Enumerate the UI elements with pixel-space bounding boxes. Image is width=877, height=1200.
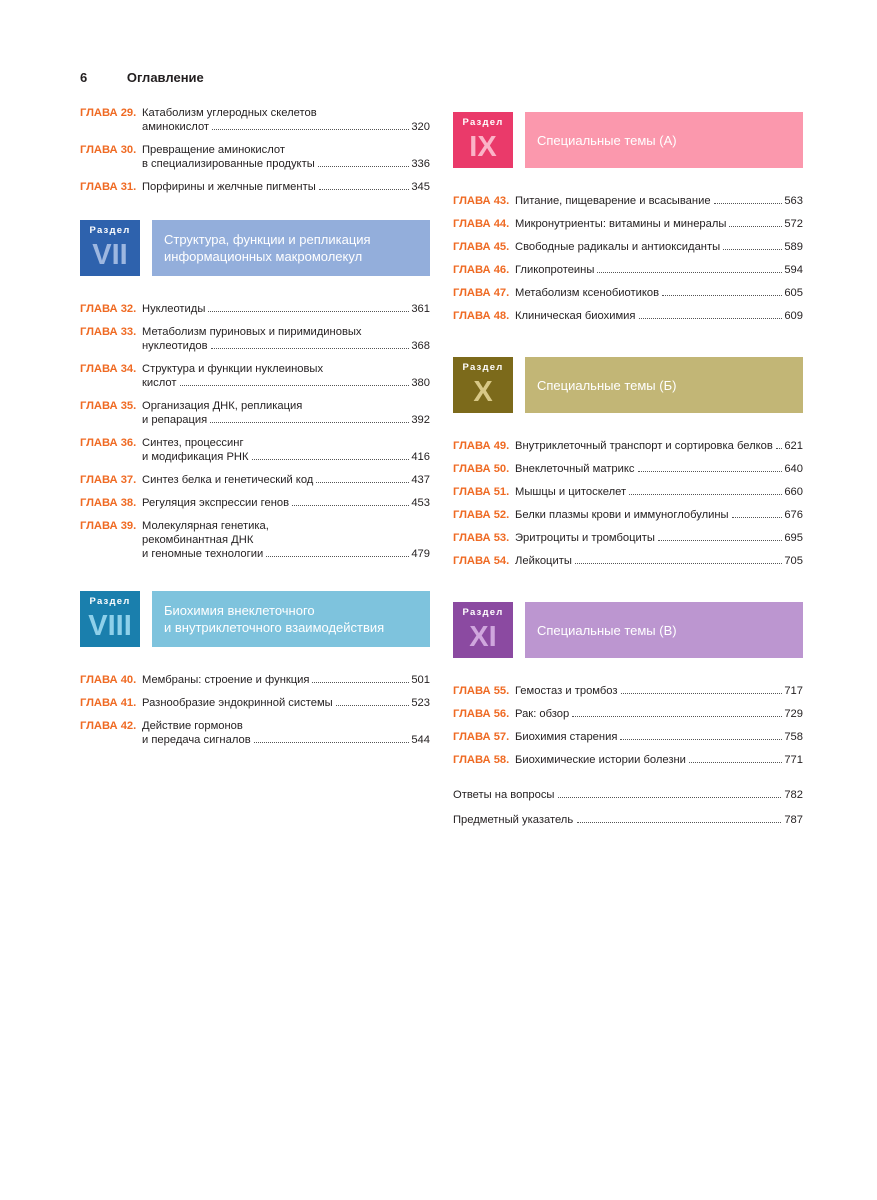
toc-entry: [80, 362, 430, 390]
entry-last-line: [142, 450, 430, 464]
toc-answers-entry: [453, 788, 803, 802]
entry-page: 621: [784, 440, 803, 452]
toc-entry: [453, 309, 803, 323]
dot-leader: [577, 822, 781, 823]
dot-leader: [318, 166, 410, 167]
entry-page: 416: [411, 451, 430, 463]
entry-title-line: и модификация РНК: [142, 451, 249, 463]
entry-last-line: [142, 696, 430, 710]
section-ix-header: [453, 112, 803, 168]
entry-title-line: Разнообразие эндокринной системы: [142, 697, 333, 709]
chapter-number: ГЛАВА 33.: [80, 326, 137, 338]
toc-entry: [80, 436, 430, 464]
dot-leader: [689, 762, 782, 763]
entry-page: 392: [411, 414, 430, 426]
toc-entry: [80, 180, 430, 194]
entry-title-line: Метаболизм ксенобиотиков: [515, 287, 660, 299]
dot-leader: [572, 716, 782, 717]
entry-title-line: Рак: обзор: [515, 708, 570, 720]
dot-leader: [312, 682, 409, 683]
entry-page: 676: [784, 509, 803, 521]
chapter-number: ГЛАВА 43.: [453, 195, 510, 207]
section-xi-header: [453, 602, 803, 658]
entry-page: 717: [784, 685, 803, 697]
entry-page: 594: [784, 264, 803, 276]
entry-last-line: [142, 673, 430, 687]
toc-entry: [453, 485, 803, 499]
page-number: 6: [80, 70, 88, 85]
section-viii-header: [80, 591, 430, 647]
chapter-number: ГЛАВА 58.: [453, 754, 510, 766]
toc-entry: [453, 286, 803, 300]
entry-last-line: [142, 496, 430, 510]
dot-leader: [266, 556, 409, 557]
chapter-number: ГЛАВА 57.: [453, 731, 510, 743]
section-x-header: [453, 357, 803, 413]
dot-leader: [316, 482, 409, 483]
entry-title-line: Питание, пищеварение и всасывание: [515, 195, 711, 207]
toc-entry: [453, 194, 803, 208]
toc-entry: [453, 753, 803, 767]
dot-leader: [558, 797, 781, 798]
entry-title-line: Мембраны: строение и функция: [142, 674, 310, 686]
chapter-number: ГЛАВА 46.: [453, 264, 510, 276]
entry-title-line: Биохимия старения: [515, 731, 618, 743]
toc-entry: [80, 399, 430, 427]
entry-title-line: Лейкоциты: [515, 555, 572, 567]
section-number: VIII: [88, 610, 132, 642]
entry-last-line: [142, 180, 430, 194]
chapter-number: ГЛАВА 35.: [80, 400, 137, 412]
page-title: Оглавление: [126, 70, 204, 85]
entry-page: 501: [411, 674, 430, 686]
dot-leader: [210, 422, 409, 423]
dot-leader: [597, 272, 782, 273]
entry-title: Ответы на вопросы: [453, 789, 555, 801]
entry-last-line: [142, 302, 430, 316]
entry-page: 705: [784, 555, 803, 567]
chapter-number: ГЛАВА 41.: [80, 697, 137, 709]
entry-last-line: [142, 120, 430, 134]
entry-title-line: Регуляция экспрессии генов: [142, 497, 290, 509]
entry-title-line: кислот: [142, 377, 177, 389]
chapter-number: ГЛАВА 40.: [80, 674, 137, 686]
entry-page: 787: [784, 814, 803, 826]
entry-title-line: аминокислот: [142, 121, 210, 133]
entry-title-line: и передача сигналов: [142, 734, 251, 746]
toc-entry: [80, 302, 430, 316]
toc-entry: [453, 554, 803, 568]
chapter-number: ГЛАВА 31.: [80, 181, 137, 193]
dot-leader: [776, 448, 783, 449]
section-title: информационных макромолекул: [164, 249, 363, 264]
entry-last-line: [515, 531, 803, 545]
entry-last-line: [515, 753, 803, 767]
entry-title-line: Микронутриенты: витамины и минералы: [515, 218, 727, 230]
chapter-number: ГЛАВА 45.: [453, 241, 510, 253]
dot-leader: [212, 129, 409, 130]
dot-leader: [662, 295, 782, 296]
dot-leader: [575, 563, 782, 564]
entry-title-line: нуклеотидов: [142, 340, 208, 352]
toc-entry: [80, 519, 430, 561]
chapter-number: ГЛАВА 48.: [453, 310, 510, 322]
chapter-number: ГЛАВА 29.: [80, 107, 137, 119]
entry-page: 572: [784, 218, 803, 230]
section-number: XI: [469, 621, 497, 653]
dot-leader: [639, 318, 783, 319]
entry-title-line: Порфирины и желчные пигменты: [142, 181, 316, 193]
chapter-number: ГЛАВА 54.: [453, 555, 510, 567]
toc-entry: [80, 696, 430, 710]
entry-title: Предметный указатель: [453, 814, 574, 826]
section-label: Раздел: [89, 225, 131, 236]
toc-entry: [453, 240, 803, 254]
entry-title-line: Метаболизм пуриновых и пиримидиновых: [142, 326, 362, 338]
entry-title-line: Белки плазмы крови и иммуноглобулины: [515, 509, 729, 521]
section-title: Специальные темы (В): [537, 622, 677, 638]
toc-entry: [80, 473, 430, 487]
dot-leader: [638, 471, 783, 472]
dot-leader: [620, 739, 782, 740]
chapter-list: [453, 439, 803, 568]
entry-page: 361: [411, 303, 430, 315]
entry-page: 729: [784, 708, 803, 720]
dot-leader: [211, 348, 410, 349]
entry-last-line: [142, 339, 430, 353]
entry-last-line: [515, 194, 803, 208]
toc-entry: [453, 707, 803, 721]
dot-leader: [319, 189, 410, 190]
section-number: VII: [92, 239, 128, 271]
entry-title-line: Организация ДНК, репликация: [142, 400, 303, 412]
right-column: [453, 106, 803, 838]
chapter-number: ГЛАВА 47.: [453, 287, 510, 299]
entry-page: 479: [411, 548, 430, 560]
section-vii-header: [80, 220, 430, 276]
toc-entry: [453, 439, 803, 453]
entry-title-line: Структура и функции нуклеиновых: [142, 363, 324, 375]
chapter-number: ГЛАВА 55.: [453, 685, 510, 697]
entry-page: 771: [784, 754, 803, 766]
chapter-number: ГЛАВА 39.: [80, 520, 137, 532]
section-badge: [453, 112, 513, 168]
chapter-list: [453, 684, 803, 767]
toc-entry: [80, 673, 430, 687]
entry-page: 640: [784, 463, 803, 475]
chapter-number: ГЛАВА 51.: [453, 486, 510, 498]
section-title: и внутриклеточного взаимодействия: [164, 620, 385, 635]
entry-last-line: [142, 733, 430, 747]
entry-title-line: Молекулярная генетика,: [142, 520, 269, 532]
toc-entry: [453, 263, 803, 277]
chapter-number: ГЛАВА 56.: [453, 708, 510, 720]
entry-page: 380: [411, 377, 430, 389]
dot-leader: [254, 742, 410, 743]
section-title-band: [525, 357, 803, 413]
entry-page: 782: [784, 789, 803, 801]
entry-title-line: Действие гормонов: [142, 720, 243, 732]
entry-last-line: [142, 473, 430, 487]
dot-leader: [292, 505, 409, 506]
chapter-number: ГЛАВА 42.: [80, 720, 137, 732]
entry-title-line: рекомбинантная ДНК: [142, 534, 254, 546]
entry-last-line: [142, 157, 430, 171]
section-title-band: [152, 220, 430, 276]
chapter-number: ГЛАВА 53.: [453, 532, 510, 544]
entry-last-line: [515, 554, 803, 568]
entry-page: 589: [784, 241, 803, 253]
entry-page: 437: [411, 474, 430, 486]
section-title: Специальные темы (Б): [537, 377, 677, 393]
section-title-band: [152, 591, 430, 647]
entry-page: 453: [411, 497, 430, 509]
entry-page: 605: [784, 287, 803, 299]
dot-leader: [629, 494, 782, 495]
left-column: [80, 106, 430, 756]
entry-last-line: [142, 376, 430, 390]
entry-page: 544: [411, 734, 430, 746]
entry-title-line: Гликопротеины: [515, 264, 595, 276]
chapter-list: [80, 673, 430, 747]
section-title: Структура, функции и репликация: [164, 232, 371, 247]
entry-title-line: Мышцы и цитоскелет: [515, 486, 627, 498]
chapter-list: [453, 194, 803, 323]
dot-leader: [658, 540, 782, 541]
toc-entry: [80, 106, 430, 134]
entry-title-line: Свободные радикалы и антиоксиданты: [515, 241, 721, 253]
toc-entry: [453, 730, 803, 744]
section-label: Раздел: [89, 596, 131, 607]
chapter-number: ГЛАВА 30.: [80, 144, 137, 156]
entry-title-line: Биохимические истории болезни: [515, 754, 686, 766]
dot-leader: [723, 249, 782, 250]
section-number: IX: [469, 131, 497, 163]
entry-title-line: и репарация: [142, 414, 208, 426]
entry-title-line: и геномные технологии: [142, 548, 264, 560]
section-title-band: [525, 112, 803, 168]
chapter-number: ГЛАВА 36.: [80, 437, 137, 449]
chapter-number: ГЛАВА 44.: [453, 218, 510, 230]
entry-last-line: [515, 240, 803, 254]
chapter-list: [80, 106, 430, 194]
dot-leader: [732, 517, 783, 518]
section-title: Биохимия внеклеточного: [164, 603, 315, 618]
entry-last-line: [515, 439, 803, 453]
dot-leader: [729, 226, 782, 227]
entry-last-line: [515, 684, 803, 698]
page-header: [80, 70, 204, 85]
toc-entry: [453, 508, 803, 522]
entry-last-line: [515, 309, 803, 323]
section-label: Раздел: [462, 607, 504, 618]
entry-last-line: [142, 547, 430, 561]
section-badge: [80, 591, 140, 647]
entry-title-line: Синтез белка и генетический код: [142, 474, 314, 486]
section-label: Раздел: [462, 362, 504, 373]
entry-last-line: [515, 508, 803, 522]
toc-index-entry: [453, 813, 803, 827]
entry-title-line: Нуклеотиды: [142, 303, 206, 315]
entry-title-line: Внеклеточный матрикс: [515, 463, 635, 475]
dot-leader: [252, 459, 410, 460]
chapter-number: ГЛАВА 38.: [80, 497, 137, 509]
entry-last-line: [515, 730, 803, 744]
dot-leader: [336, 705, 410, 706]
toc-entry: [453, 684, 803, 698]
chapter-number: ГЛАВА 49.: [453, 440, 510, 452]
entry-title-line: Клиническая биохимия: [515, 310, 636, 322]
entry-page: 368: [411, 340, 430, 352]
entry-page: 758: [784, 731, 803, 743]
entry-page: 660: [784, 486, 803, 498]
entry-page: 523: [411, 697, 430, 709]
entry-page: 336: [411, 158, 430, 170]
section-badge: [453, 602, 513, 658]
chapter-number: ГЛАВА 52.: [453, 509, 510, 521]
section-badge: [453, 357, 513, 413]
dot-leader: [180, 385, 410, 386]
entry-title-line: Превращение аминокислот: [142, 144, 285, 156]
entry-last-line: [515, 707, 803, 721]
entry-last-line: [515, 263, 803, 277]
section-label: Раздел: [462, 117, 504, 128]
toc-entry: [453, 217, 803, 231]
toc-entry: [80, 496, 430, 510]
toc-entry: [80, 719, 430, 747]
toc-entry: [453, 462, 803, 476]
entry-title-line: в специализированные продукты: [142, 158, 315, 170]
entry-page: 320: [411, 121, 430, 133]
entry-page: 345: [411, 181, 430, 193]
entry-page: 609: [784, 310, 803, 322]
entry-last-line: [142, 413, 430, 427]
section-badge: [80, 220, 140, 276]
section-number: X: [473, 376, 493, 408]
chapter-number: ГЛАВА 34.: [80, 363, 137, 375]
chapter-number: ГЛАВА 32.: [80, 303, 137, 315]
chapter-list: [80, 302, 430, 561]
section-title: Специальные темы (А): [537, 132, 677, 148]
entry-title-line: Синтез, процессинг: [142, 437, 244, 449]
entry-last-line: [515, 462, 803, 476]
toc-entry: [453, 531, 803, 545]
entry-page: 563: [784, 195, 803, 207]
entry-page: 695: [784, 532, 803, 544]
dot-leader: [621, 693, 783, 694]
toc-entry: [80, 325, 430, 353]
section-title-band: [525, 602, 803, 658]
entry-title-line: Эритроциты и тромбоциты: [515, 532, 655, 544]
toc-entry: [80, 143, 430, 171]
dot-leader: [714, 203, 783, 204]
entry-title-line: Катаболизм углеродных скелетов: [142, 107, 317, 119]
entry-last-line: [515, 217, 803, 231]
chapter-number: ГЛАВА 50.: [453, 463, 510, 475]
entry-last-line: [515, 485, 803, 499]
entry-title-line: Внутриклеточный транспорт и сортировка белков: [515, 440, 773, 452]
entry-last-line: [515, 286, 803, 300]
entry-title-line: Гемостаз и тромбоз: [515, 685, 618, 697]
dot-leader: [208, 311, 409, 312]
chapter-number: ГЛАВА 37.: [80, 474, 137, 486]
